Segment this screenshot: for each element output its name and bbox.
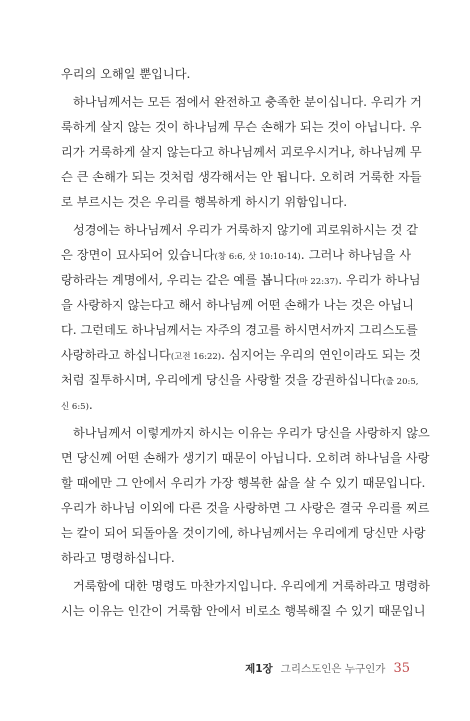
body-line: 우리가 하나님 이외에 다른 것을 사랑하면 그 사랑은 결국 우리를 찌르: [61, 501, 430, 515]
scripture-reference: (출 20:5,: [382, 377, 419, 387]
body-line: 하나님께서 이렇게까지 하시는 이유는 우리가 당신을 사랑하지 않으: [73, 426, 430, 440]
body-line: 우리의 오해일 뿐입니다.: [61, 67, 191, 81]
body-line: 처럼 질투하시며, 우리에게 당신을 사랑할 것을 강권하십니다(출 20:5,: [61, 373, 419, 387]
running-footer: [245, 661, 410, 676]
body-line: 하라고 명령하십니다.: [61, 551, 175, 565]
body-line: 하나님께서는 모든 점에서 완전하고 충족한 분이십니다. 우리가 거: [73, 95, 422, 109]
body-line: 룩하게 살지 않는 것이 하나님께 무슨 손해가 되는 것이 아닙니다. 우: [61, 120, 422, 134]
body-line: 리가 거룩하게 살지 않는다고 하나님께서 괴로우시거나, 하나님께 무: [61, 145, 422, 159]
body-line: 랑하라는 계명에서, 우리는 같은 예를 봅니다(마 22:37). 우리가 하나님: [61, 273, 421, 287]
body-line: 은 장면이 묘사되어 있습니다(창 6:6, 삿 10:10-14). 그러나 하나님을 사: [61, 248, 412, 262]
body-line: 시는 이유는 인간이 거룩함 안에서 비로소 행복해질 수 있기 때문입니: [61, 604, 426, 618]
body-line: 성경에는 하나님께서 우리가 거룩하지 않기에 괴로워하시는 것 같: [73, 223, 418, 237]
scripture-reference: (고전 16:22): [170, 352, 222, 362]
scripture-reference: (창 6:6, 삿 10:10-14): [214, 252, 301, 262]
body-line: 슨 큰 손해가 되는 것처럼 생각해서는 안 됩니다. 오히려 거룩한 자들: [61, 170, 422, 184]
body-line: 면 당신께 어떤 손해가 생기기 때문이 아닙니다. 오히려 하나님을 사랑: [61, 451, 430, 465]
scripture-reference: 신 6:5): [61, 402, 89, 412]
chapter-label: 제1장: [245, 663, 273, 675]
body-line: 거룩함에 대한 명령도 마찬가지입니다. 우리에게 거룩하라고 명령하: [73, 579, 430, 593]
body-line: 다. 그런데도 하나님께서는 자주의 경고를 하시면서까지 그리스도를: [61, 323, 418, 337]
body-line: 신 6:5).: [61, 398, 93, 412]
body-line: 사랑하라고 하십니다(고전 16:22). 심지어는 우리의 연인이라도 되는 것: [61, 348, 421, 362]
body-line: 을 사랑하지 않는다고 해서 하나님께 어떤 손해가 나는 것은 아닙니: [61, 298, 414, 312]
scripture-reference: (마 22:37): [296, 277, 339, 287]
body-line: 는 칼이 되어 되돌아올 것이기에, 하나님께서는 우리에게 당신만 사랑: [61, 526, 426, 540]
page-number: 35: [393, 661, 410, 676]
book-title: 그리스도인은 누구인가: [280, 663, 386, 675]
body-line: 로 부르시는 것은 우리를 행복하게 하시기 위함입니다.: [61, 195, 348, 209]
body-line: 할 때에만 그 안에서 우리가 가장 행복한 삶을 살 수 있기 때문입니다.: [61, 476, 426, 490]
